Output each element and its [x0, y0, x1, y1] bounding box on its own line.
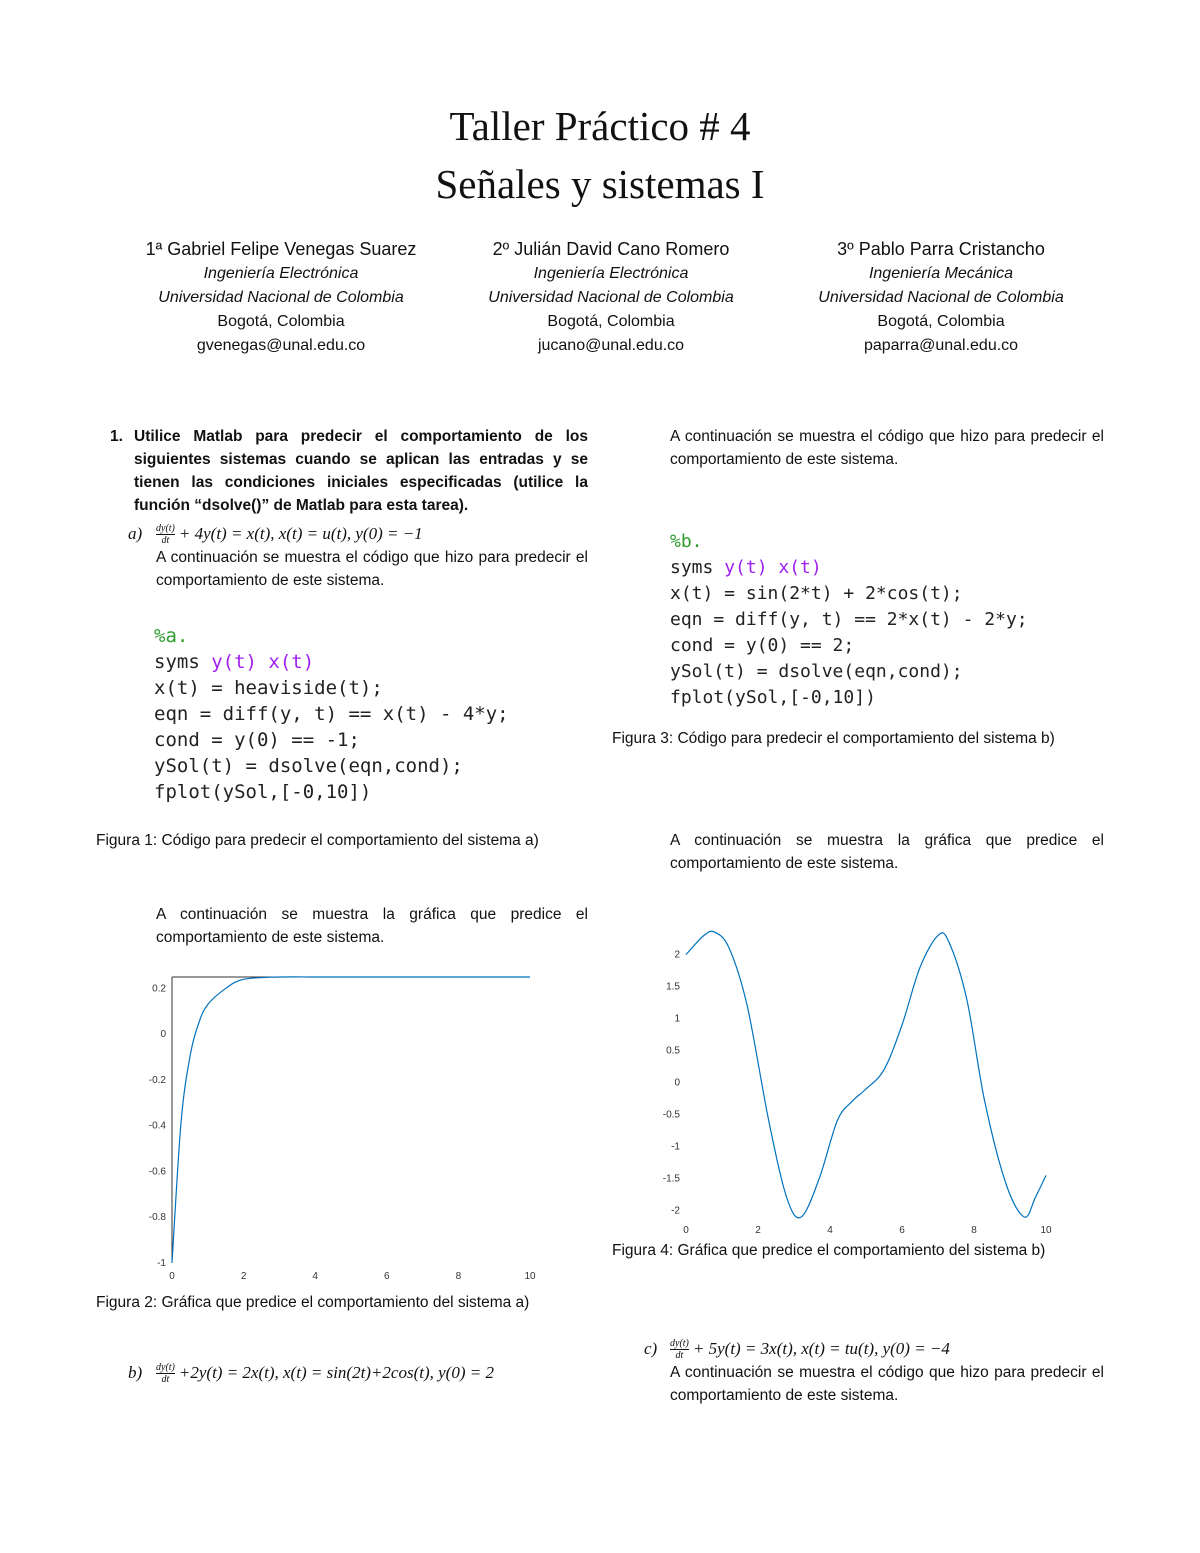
- author-city: Bogotá, Colombia: [217, 313, 345, 330]
- caption-text: Figura 2: Gráfica que predice el comportamiento del sistema a): [96, 1294, 530, 1311]
- code-comment: %a.: [154, 625, 189, 647]
- paper-title-line2: Señales y sistemas I: [435, 161, 765, 207]
- item-label: a): [128, 524, 143, 543]
- x-tick-label: 2: [240, 1271, 247, 1282]
- y-tick-label: 0.5: [666, 1045, 680, 1057]
- figure-2-caption: [96, 1291, 588, 1314]
- figure-2: [96, 965, 588, 1285]
- code-line: cond = y(0) == 2;: [670, 635, 855, 656]
- item-b: [96, 1361, 588, 1385]
- code-block-b: [612, 529, 1104, 711]
- author-email: paparra@unal.edu.co: [863, 337, 1019, 354]
- equation-b: +2y(t) = 2x(t), x(t) = sin(2t)+2cos(t), y(0) = 2: [178, 1363, 494, 1382]
- x-tick-label: 2: [755, 1225, 761, 1236]
- x-tick-label: 10: [1040, 1225, 1052, 1236]
- caption-text: Figura 1: Código para predecir el comportamiento del sistema a): [96, 832, 539, 849]
- code-intro-b: [612, 425, 1104, 471]
- frac-den: dt: [156, 534, 175, 546]
- derivative-fraction: [156, 523, 175, 546]
- code-vars: y(t) x(t): [724, 557, 822, 578]
- matlab-code-a: [96, 623, 588, 805]
- y-tick-label: 1: [674, 1013, 680, 1025]
- code-intro-text: A continuación se muestra el código que hizo para predecir el comportamiento de este sistema.: [670, 428, 1104, 468]
- code-line: x(t) = heaviside(t);: [154, 677, 383, 699]
- code-comment: %b.: [670, 531, 703, 552]
- y-tick-label: 2: [674, 949, 680, 961]
- derivative-fraction: [670, 1338, 689, 1361]
- author-2: [446, 236, 776, 358]
- left-column: [96, 425, 588, 1525]
- code-line: syms: [154, 651, 212, 673]
- code-block-a: [96, 623, 588, 805]
- author-univ: Universidad Nacional de Colombia: [488, 289, 734, 306]
- frac-den: dt: [156, 1373, 175, 1385]
- code-line: ySol(t) = dsolve(eqn,cond);: [670, 661, 963, 682]
- graph-intro-b: [612, 829, 1104, 875]
- code-line: fplot(ySol,[-0,10]): [670, 687, 876, 708]
- y-tick-label: -1: [671, 1141, 680, 1153]
- x-tick-label: 8: [971, 1225, 977, 1236]
- code-vars: y(t) x(t): [211, 651, 315, 673]
- right-column: [612, 425, 1104, 1525]
- graph-intro-text: A continuación se muestra la gráfica que predice el comportamiento de este sistema.: [670, 832, 1104, 872]
- author-city: Bogotá, Colombia: [547, 313, 675, 330]
- author-name: 3º Pablo Parra Cristancho: [837, 239, 1045, 259]
- code-intro-c: A continuación se muestra el código que hizo para predecir el comportamiento de este sistema.: [670, 1364, 1104, 1405]
- question-1: [96, 425, 588, 517]
- y-tick-label: -2: [671, 1205, 680, 1217]
- code-line: syms: [670, 557, 725, 578]
- code-line: eqn = diff(y, t) == x(t) - 4*y;: [154, 703, 509, 725]
- author-dept: Ingeniería Electrónica: [203, 265, 359, 282]
- x-tick-label: 6: [384, 1271, 390, 1282]
- code-line: eqn = diff(y, t) == 2*x(t) - 2*y;: [670, 609, 1028, 630]
- x-tick-label: 0: [169, 1271, 175, 1282]
- author-name: 2º Julián David Cano Romero: [492, 239, 730, 259]
- y-tick-label: 1.5: [666, 981, 680, 993]
- x-tick-label: 4: [827, 1225, 833, 1236]
- y-tick-label: -0.8: [148, 1212, 166, 1224]
- equation-c: + 5y(t) = 3x(t), x(t) = tu(t), y(0) = −4: [692, 1339, 950, 1358]
- author-univ: Universidad Nacional de Colombia: [158, 289, 404, 306]
- equation-a: + 4y(t) = x(t), x(t) = u(t), y(0) = −1: [178, 524, 423, 543]
- series-line: [686, 931, 1046, 1218]
- figure-4-caption: [612, 1239, 1104, 1262]
- code-line: cond = y(0) == -1;: [154, 729, 360, 751]
- item-label: b): [128, 1363, 143, 1382]
- author-city: Bogotá, Colombia: [877, 313, 1005, 330]
- y-tick-label: -0.5: [662, 1109, 680, 1121]
- x-tick-label: 6: [899, 1225, 905, 1236]
- frac-den: dt: [670, 1349, 689, 1361]
- item-label: c): [644, 1339, 658, 1358]
- author-block: [116, 236, 1106, 358]
- matlab-code-b: [612, 529, 1104, 711]
- author-email: jucano@unal.edu.co: [537, 337, 685, 354]
- x-tick-label: 8: [455, 1271, 462, 1282]
- author-univ: Universidad Nacional de Colombia: [818, 289, 1064, 306]
- graph-intro-a: [96, 903, 588, 949]
- author-1: [116, 236, 446, 358]
- series-line: [172, 977, 530, 1263]
- figure-1-caption: [96, 829, 588, 852]
- author-dept: Ingeniería Electrónica: [533, 265, 689, 282]
- y-tick-label: -1: [157, 1258, 166, 1269]
- author-3: [776, 236, 1106, 358]
- x-tick-label: 0: [683, 1225, 689, 1236]
- y-tick-label: -1.5: [662, 1173, 680, 1185]
- y-tick-label: -0.6: [148, 1166, 166, 1178]
- y-tick-label: 0: [674, 1077, 680, 1089]
- frac-num: dy(t): [156, 523, 175, 535]
- x-tick-label: 10: [524, 1271, 536, 1282]
- frac-num: dy(t): [670, 1338, 689, 1350]
- derivative-fraction: [156, 1362, 175, 1385]
- question-1-body: Utilice Matlab para predecir el comportamiento de los siguientes sistemas cuando se aplican las entradas y se tienen las condiciones iniciales especificadas (utilice la función “dsolve()” de Matlab para esta tarea).: [134, 428, 588, 514]
- y-tick-label: -0.4: [148, 1120, 166, 1132]
- graph-intro-text: A continuación se muestra la gráfica que predice el comportamiento de este sistema.: [156, 906, 588, 946]
- author-email: gvenegas@unal.edu.co: [196, 337, 366, 354]
- figure-4: [612, 915, 1104, 1237]
- code-line: fplot(ySol,[-0,10]): [154, 781, 372, 803]
- caption-text: Figura 3: Código para predecir el comportamiento del sistema b): [612, 730, 1055, 747]
- frac-num: dy(t): [156, 1362, 175, 1374]
- plot-a: [96, 965, 588, 1285]
- caption-text: Figura 4: Gráfica que predice el comportamiento del sistema b): [612, 1242, 1046, 1259]
- figure-3-caption: [612, 727, 1104, 750]
- y-tick-label: -0.2: [148, 1074, 166, 1086]
- plot-b: [612, 915, 1104, 1237]
- code-intro-a: A continuación se muestra el código que hizo para predecir el comportamiento de este sistema.: [156, 549, 588, 590]
- x-tick-label: 4: [312, 1271, 318, 1282]
- question-1-text: [96, 425, 588, 517]
- item-a: [96, 522, 588, 592]
- code-line: x(t) = sin(2*t) + 2*cos(t);: [670, 583, 963, 604]
- code-line: ySol(t) = dsolve(eqn,cond);: [154, 755, 463, 777]
- paper-title-line1: Taller Práctico # 4: [449, 103, 751, 149]
- author-dept: Ingeniería Mecánica: [868, 265, 1014, 282]
- y-tick-label: 0.2: [152, 983, 166, 995]
- question-number: 1.: [110, 428, 123, 445]
- item-c: [612, 1337, 1104, 1407]
- author-name: 1ª Gabriel Felipe Venegas Suarez: [145, 239, 417, 259]
- y-tick-label: 0: [160, 1029, 166, 1041]
